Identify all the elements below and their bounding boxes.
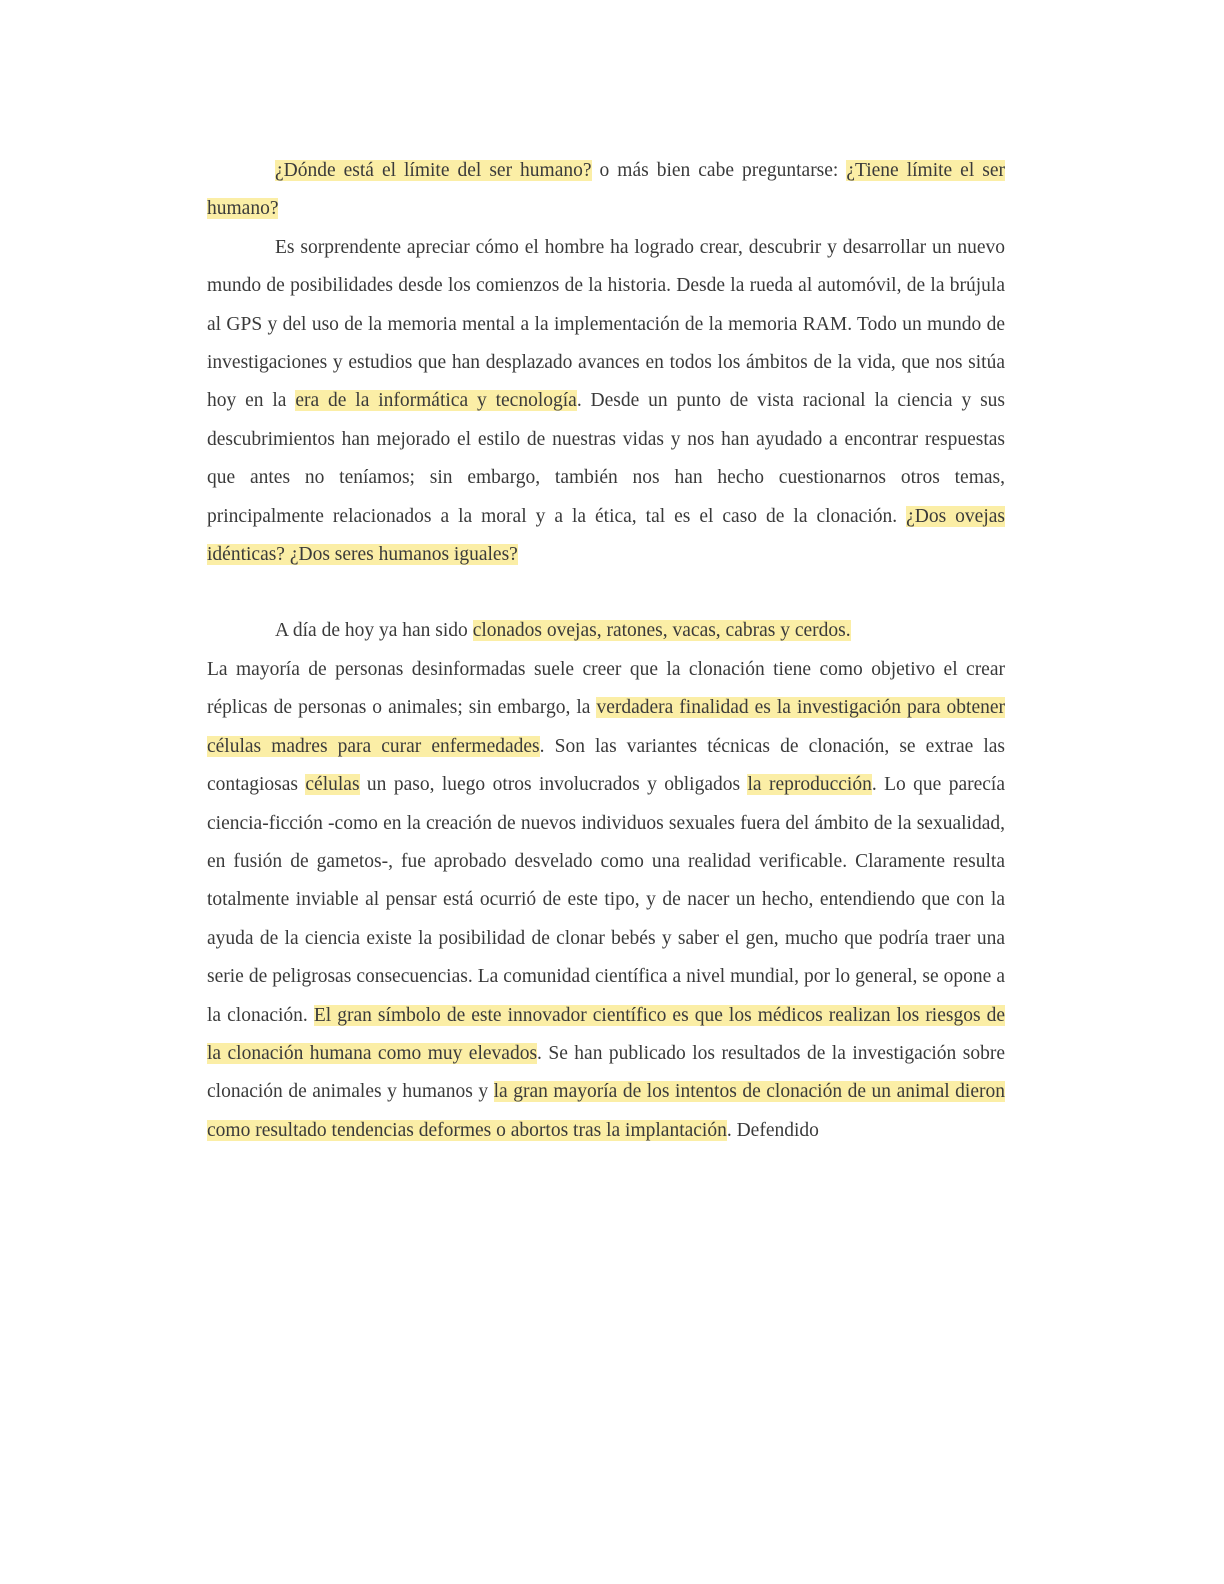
body-text: . Se han publicado los resultados de la investigación sobre clonación de animales y humanos y [207, 1042, 1005, 1103]
body-text: . Defendido [726, 1119, 819, 1141]
body-text: Es sorprendente apreciar cómo el hombre ha logrado crear, descubrir y desarrollar un nuevo mundo de posibilidades desde los comienzos de la historia. Desde la rueda al automóvil, de la brújula al GPS y del uso de la memoria mental a la implementación de la memoria RAM. Todo un mundo de investigaciones y estudios que han desplazado avances en todos los ámbitos de la vida, que nos sitúa hoy en la [207, 236, 1005, 412]
paragraph [207, 612, 1005, 650]
highlighted-text: ¿Tiene límite el ser humano? [207, 160, 1005, 220]
body-text: A día de hoy ya han sido [275, 620, 473, 642]
highlighted-text: células [305, 774, 360, 796]
body-text: o más bien cabe preguntarse: [591, 160, 847, 181]
body-text: . Son las variantes técnicas de clonación, se extrae las contagiosas [207, 735, 1006, 796]
body-text: La mayoría de personas desinformadas suele creer que la clonación tiene como objetivo el crear réplicas de personas o animales; sin embargo, la [207, 658, 1005, 719]
highlighted-text: clonados ovejas, ratones, vacas, cabras y cerdos. [472, 620, 851, 642]
paragraph [207, 651, 1005, 1150]
highlighted-text: ¿Dos ovejas idénticas? ¿Dos seres humanos iguales? [207, 505, 1005, 566]
body-text: . Desde un punto de vista racional la ciencia y sus descubrimientos han mejorado el estilo de nuestras vidas y nos han ayudado a encontrar respuestas que antes no teníamos; sin embargo, también nos han hecho cuestionarnos otros temas, principalmente relacionados a la moral y a la ética, tal es el caso de la clonación. [207, 390, 1006, 527]
highlighted-text: era de la informática y tecnología [295, 390, 577, 412]
highlighted-text: verdadera finalidad es la investigación para obtener células madres para curar enfermedades [207, 697, 1005, 757]
body-text: un paso, luego otros involucrados y obligados [359, 774, 748, 796]
highlighted-text: la reproducción [747, 774, 872, 796]
paragraph [207, 152, 1005, 229]
highlighted-text: El gran símbolo de este innovador científico es que los médicos realizan los riesgos de la clonación humana como muy elevados [207, 1004, 1006, 1064]
highlighted-text: la gran mayoría de los intentos de clonación de un animal dieron como resultado tendencias deformes o abortos tras la implantación [207, 1081, 1005, 1141]
document-page [207, 152, 1005, 1150]
highlighted-text: ¿Dónde está el límite del ser humano? [275, 160, 592, 181]
paragraph [207, 229, 1005, 575]
body-text: . Lo que parecía ciencia-ficción -como en la creación de nuevos individuos sexuales fuera del ámbito de la sexualidad, en fusión de gametos-, fue aprobado desvelado como una realidad verificable. Claramente resulta totalmente inviable al pensar está ocurrió de este tipo, y de nacer un hecho, entendiendo que con la ayuda de la ciencia existe la posibilidad de clonar bebés y saber el gen, mucho que podría traer una serie de peligrosas consecuencias. La comunidad científica a nivel mundial, por lo general, se opone a la clonación. [207, 774, 1005, 1026]
paragraph-gap [207, 574, 1005, 612]
